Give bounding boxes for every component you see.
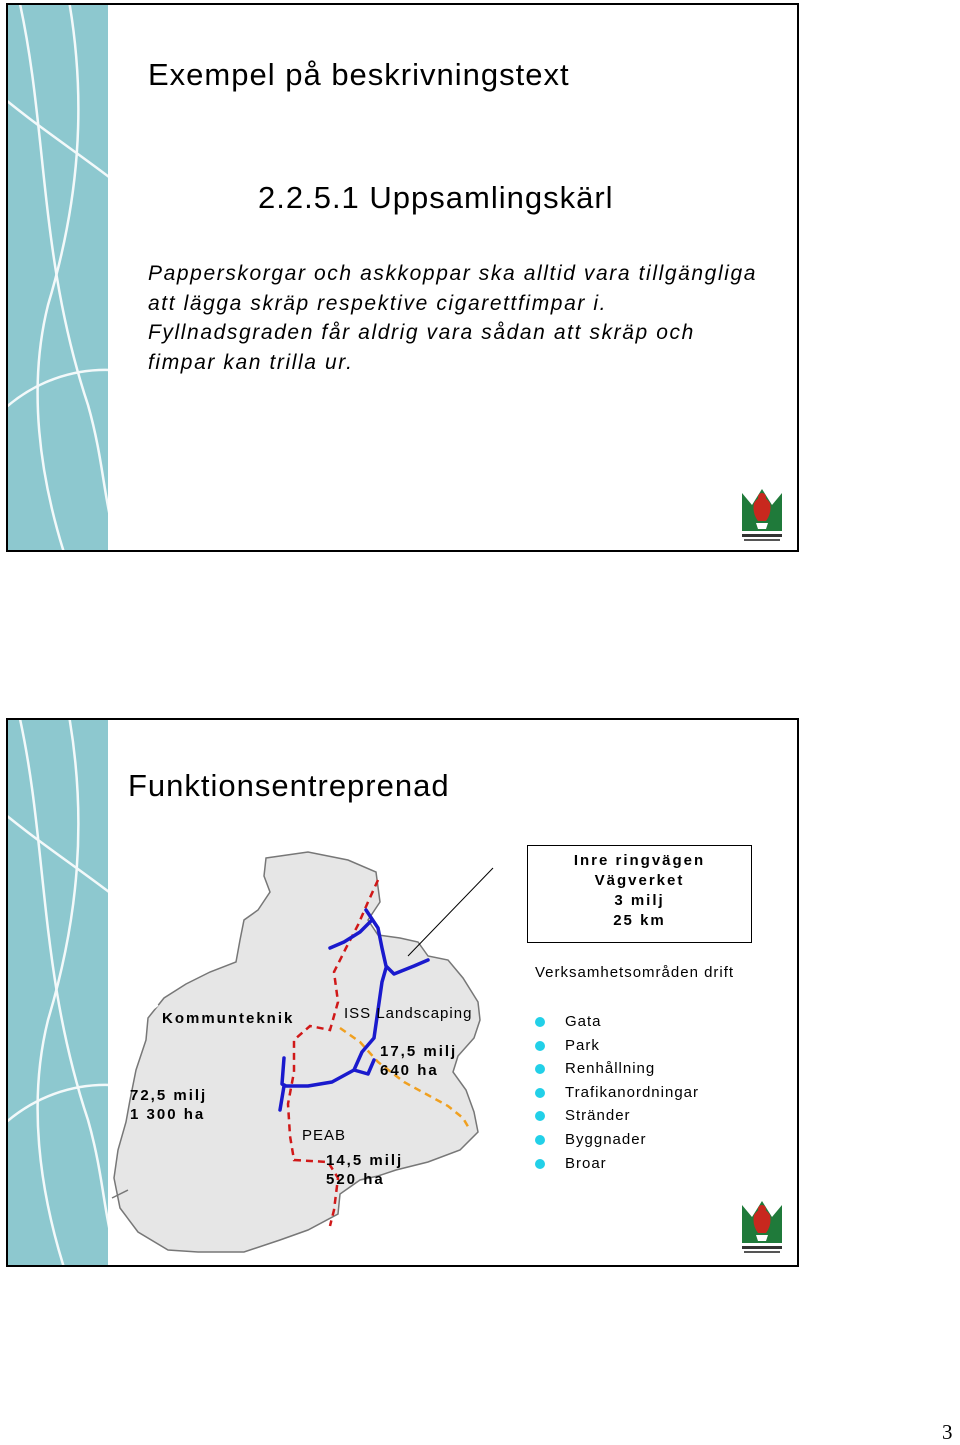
kommunteknik-cost: 72,5 milj <box>130 1087 208 1104</box>
list-item: Trafikanordningar <box>533 1081 699 1105</box>
peab-label: PEAB <box>302 1127 347 1144</box>
list-item: Gata <box>533 1010 699 1034</box>
description-text: Papperskorgar och askkoppar ska alltid vara tillgängliga att lägga skräp respektive cigarettfimpar i. Fyllnadsgraden får aldrig vara sådan att skräp och fimpar kan trilla ur. <box>148 262 758 374</box>
list-item: Byggnader <box>533 1128 699 1152</box>
logo-graphic <box>738 483 786 543</box>
iss-label: ISS Landscaping <box>344 1005 473 1022</box>
kommunteknik-area: 1 300 ha <box>130 1106 206 1123</box>
list-item: Stränder <box>533 1104 699 1128</box>
iss-cost: 17,5 milj <box>380 1043 458 1060</box>
slide-title: Funktionsentreprenad <box>128 768 450 803</box>
operations-areas-list <box>533 1010 699 1175</box>
slide-title: Exempel på beskrivningstext <box>148 57 570 92</box>
bullet-icon <box>535 1017 545 1027</box>
kommunteknik-label: Kommunteknik <box>162 1010 295 1027</box>
operations-areas-heading: Verksamhetsområden drift <box>535 964 735 981</box>
bullet-icon <box>535 1159 545 1169</box>
slide-2 <box>6 718 799 1267</box>
malmo-stad-logo <box>738 1195 786 1255</box>
infobox-length: 25 km <box>613 912 666 929</box>
list-item: Renhållning <box>533 1057 699 1081</box>
iss-area: 640 ha <box>380 1062 439 1079</box>
peab-area: 520 ha <box>326 1171 385 1188</box>
infobox-owner: Vägverket <box>594 872 685 889</box>
malmo-district-map <box>8 720 797 1265</box>
slide-1 <box>6 3 799 552</box>
infobox-road-name: Inre ringvägen <box>573 852 706 869</box>
malmo-stad-logo <box>738 483 786 543</box>
logo-graphic <box>738 1195 786 1255</box>
list-item: Park <box>533 1034 699 1058</box>
bullet-icon <box>535 1135 545 1145</box>
bullet-icon <box>535 1041 545 1051</box>
peab-cost: 14,5 milj <box>326 1152 404 1169</box>
infobox-cost: 3 milj <box>614 892 665 909</box>
list-item: Broar <box>533 1152 699 1176</box>
inner-ring-road-infobox <box>527 845 752 943</box>
callout-line <box>408 868 493 956</box>
page-number: 3 <box>942 1420 953 1444</box>
bullet-icon <box>535 1064 545 1074</box>
bullet-icon <box>535 1111 545 1121</box>
section-heading: 2.2.5.1 Uppsamlingskärl <box>258 180 614 215</box>
bullet-icon <box>535 1088 545 1098</box>
